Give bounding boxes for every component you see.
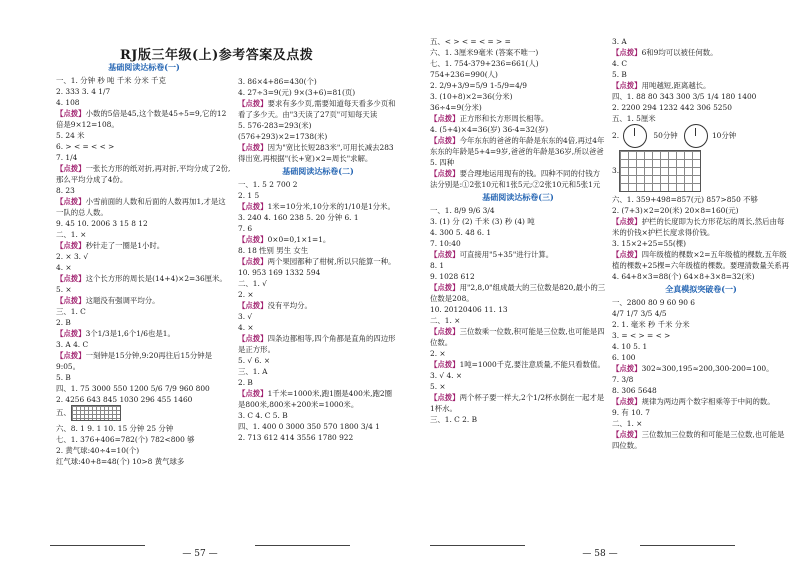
- answer-line: 六、1. 3厘米9毫米 (答案不唯一): [430, 48, 539, 57]
- hint-line: 【点拨】三位数加三位数的和可能是三位数,也可能是四位数。: [612, 430, 785, 450]
- hint-tag: 【点拨】: [430, 169, 460, 178]
- answer-line: 9. 有 10. 7: [612, 408, 650, 417]
- answer-line: 一、1. 8/9 9/6 3/4: [430, 206, 495, 215]
- section-heading: 基础阅读达标卷(二): [282, 166, 354, 176]
- answer-line: 2. × 3. √: [56, 252, 89, 261]
- hint-tag: 【点拨】: [56, 296, 86, 305]
- hint-tag: 【点拨】: [430, 283, 460, 292]
- answer-line: 4. 300 5. 48 6. 1: [430, 228, 492, 237]
- answer-line: 四、1. 75 3000 550 1200 5/6 7/9 960 800: [56, 384, 210, 393]
- answer-line: 3. √ 4. ×: [430, 371, 463, 380]
- divider: [430, 545, 525, 546]
- answer-line: 二、1. ×: [612, 419, 643, 428]
- hint-tag: 【点拨】: [238, 235, 268, 244]
- answer-line: 六、1. 359+498=857(元) 857>850 不够: [612, 195, 758, 204]
- answer-line: 二、1. ×: [430, 316, 461, 325]
- hint-tag: 【点拨】: [612, 48, 642, 57]
- hint-line: 【点拨】1千米=1000米,跑1圈是400米,跑2圈是800米,800米+200米=1000米。: [238, 389, 393, 409]
- hint-line: 【点拨】要求有多少页,需要知道每天看多少页和看了多少天。由"3天读了27页"可知每天读: [238, 99, 396, 119]
- answer-line: 5. 四种: [430, 158, 455, 167]
- hint-tag: 【点拨】: [612, 81, 642, 90]
- answer-line: 2. B: [238, 378, 253, 387]
- hint-line: 【点拨】三位数乘一位数,积可能是三位数,也可能是四位数。: [430, 327, 605, 347]
- hint-line: 【点拨】可直接用"5+35"进行计算。: [430, 250, 554, 259]
- clock-icon: [684, 124, 708, 148]
- answer-line: 2. 713 612 414 3556 1780 922: [238, 433, 354, 442]
- answer-line: 一、1. 5 2 700 2: [238, 180, 298, 189]
- answer-line: 8. 1: [430, 261, 445, 270]
- right-column-2: [612, 36, 790, 451]
- answer-line: 2. 50分钟 10分钟: [612, 124, 790, 150]
- hint-line: 【点拨】因为"宽比长短283米",可用长减去283得出宽,再根据"(长+宽)×2=周长"求解。: [238, 143, 394, 163]
- hint-line: 【点拨】一张长方形的纸对折,再对折,平均分成了2份,那么平均分成了4份。: [56, 164, 231, 184]
- answer-line: 2. 2200 294 1232 442 306 5250: [612, 103, 732, 112]
- section-heading: 基础阅读达标卷(三): [482, 192, 554, 202]
- answer-line: 5. ×: [430, 382, 446, 391]
- left-column-2: [238, 76, 398, 443]
- answer-line: 2. 2/9+3/9=5/9 1-5/9=4/9: [430, 81, 527, 90]
- answer-line: 3. A 4. C: [56, 340, 89, 349]
- answer-line: 5. ×: [56, 285, 72, 294]
- grid-figure: [71, 405, 121, 421]
- hint-tag: 【点拨】: [56, 241, 86, 250]
- answer-line: 三、1. A: [238, 367, 268, 376]
- answer-line: 2. B: [56, 318, 71, 327]
- answer-line: 2. 333 3. 4 1/7: [56, 87, 111, 96]
- answer-line: 5. √ 6. ×: [238, 356, 271, 365]
- answer-line: 3. A: [612, 37, 627, 46]
- answer-line: 8. 306 5648: [612, 386, 657, 395]
- hint-line: 【点拨】四年级植的棵数×2=五年级植的棵数,五年级植的棵数+25棵=六年级植的棵数。要理清数量关系再: [612, 250, 789, 270]
- hint-line: 【点拨】1米=10分米,10分米的1/10是1分米。: [238, 202, 395, 211]
- hint-tag: 【点拨】: [612, 364, 642, 373]
- answer-line: 4. ×: [56, 263, 72, 272]
- answer-line: 7. 6: [238, 224, 253, 233]
- section-heading: 全真模拟突破卷(一): [665, 284, 737, 294]
- answer-line: 3. (1) 分 (2) 千米 (3) 秒 (4) 吨: [430, 217, 535, 226]
- hint-tag: 【点拨】: [238, 301, 268, 310]
- section-heading: 基础阅读达标卷(一): [108, 62, 180, 72]
- answer-line: 四、1. 88 80 343 300 3/5 1/4 180 1400: [612, 92, 757, 101]
- answer-line: 2. ×: [238, 290, 254, 299]
- hint-tag: 【点拨】: [430, 250, 460, 259]
- answer-line: 四、1. 400 0 3000 350 570 1800 3/4 1: [238, 422, 380, 431]
- hint-line: 【点拨】用吨越短,距离越长。: [612, 81, 711, 90]
- hint-line: 【点拨】今年东东的爸爸的年龄是东东的4倍,再过4年东东的年龄是5+4=9岁,爸爸的年龄是36岁,所以爸爸: [430, 136, 605, 156]
- hint-tag: 【点拨】: [238, 257, 268, 266]
- hint-tag: 【点拨】: [612, 217, 642, 226]
- hint-tag: 【点拨】: [430, 327, 460, 336]
- answer-line: 5. 24 米: [56, 131, 85, 140]
- answer-line: 3. C 4. C 5. B: [238, 411, 288, 420]
- clock-icon: [623, 124, 647, 148]
- hint-tag: 【点拨】: [238, 334, 268, 343]
- left-column-1: [56, 60, 232, 467]
- answer-line: 一、2800 80 9 60 90 6: [612, 298, 695, 307]
- answer-line: 3. √: [238, 312, 253, 321]
- hint-tag: 【点拨】: [612, 430, 642, 439]
- hint-line: 【点拨】两个杯子要一样大,2个1/2杯水倒在一起才是1杯水。: [430, 393, 605, 413]
- hint-line: 【点拨】小雪前面的人数和后面的人数再加1,才是这一队的总人数。: [56, 197, 226, 217]
- hint-tag: 【点拨】: [430, 393, 460, 402]
- right-page: [400, 0, 800, 565]
- hint-tag: 【点拨】: [238, 202, 268, 211]
- hint-tag: 【点拨】: [238, 99, 268, 108]
- answer-line: 3. 240 4. 160 238 5. 20 分钟 6. 1: [238, 213, 359, 222]
- page-number: — 58 —: [582, 549, 618, 559]
- answer-line: 2. (7+3)×2=20(米) 20×8=160(元): [612, 206, 739, 215]
- divider: [640, 545, 735, 546]
- answer-line: 一、1. 分钟 秒 吨 千米 分米 千克: [56, 76, 166, 85]
- answer-line: 3. = < > = < >: [612, 331, 671, 340]
- hint-line: 【点拨】四条边都相等,四个角都是直角的四边形是正方形。: [238, 334, 396, 354]
- answer-line: 三、1. C 2. B: [430, 415, 478, 424]
- hint-line: 【点拨】用"2,8,0"组成最大的三位数是820,最小的三位数是208。: [430, 283, 606, 303]
- answer-line: 二、1. √: [238, 279, 267, 288]
- answer-line: 2. 4256 643 845 1030 296 455 1460: [56, 395, 193, 404]
- answer-line: 10. 20120406 11. 13: [430, 305, 508, 314]
- hint-tag: 【点拨】: [430, 114, 460, 123]
- hint-line: 【点拨】302≈300,195≈200,300-200=100。: [612, 364, 774, 373]
- hint-tag: 【点拨】: [430, 360, 460, 369]
- answer-line: 4. ×: [238, 323, 254, 332]
- hint-line: 【点拨】1吨=1000千克,要注意质量,不能只看数值。: [430, 360, 605, 369]
- answer-line: 五、: [56, 405, 232, 423]
- hint-line: 【点拨】0×0=0,1×1=1。: [238, 235, 331, 244]
- hint-tag: 【点拨】: [430, 136, 460, 145]
- answer-line: 七、1. 376+406=782(个) 782<800 够: [56, 435, 195, 444]
- page-number: — 57 —: [182, 549, 218, 559]
- answer-line: 2. 1 5: [238, 191, 260, 200]
- answer-line: 5. B: [612, 70, 627, 79]
- answer-line: 7. 3/8: [612, 375, 634, 384]
- answer-line: 2. 1. 毫米 秒 千米 分米: [612, 320, 690, 329]
- answer-line: 五、1. 5厘米: [612, 114, 656, 123]
- hint-line: 【点拨】3个1/3是1,6个1/6也是1。: [56, 329, 175, 338]
- hint-tag: 【点拨】: [56, 351, 86, 360]
- answer-line: 3. 15×2+25=55(棵): [612, 239, 687, 248]
- answer-line: 三、1. C: [56, 307, 86, 316]
- answer-line: 3. 86×4+86=430(个): [238, 77, 317, 86]
- hint-tag: 【点拨】: [56, 329, 86, 338]
- hint-tag: 【点拨】: [612, 250, 642, 259]
- answer-line: 4. 10 5. 1: [612, 342, 648, 351]
- right-column-1: [430, 36, 606, 425]
- hint-line: 【点拨】一刻钟是15分钟,9:20再往后15分钟是9:05。: [56, 351, 213, 371]
- answer-line: 4. (5+4)×4=36(岁) 36-4=32(岁): [430, 125, 549, 134]
- hint-line: 【点拨】这个长方形的周长是(14+4)×2=36厘米。: [56, 274, 227, 283]
- answer-line: 3.: [612, 150, 790, 194]
- answer-line: 2. 黄气球:40÷4=10(个): [56, 446, 140, 455]
- hint-tag: 【点拨】: [56, 164, 86, 173]
- hint-tag: 【点拨】: [56, 109, 86, 118]
- answer-line: 7. 1/4: [56, 153, 78, 162]
- answer-line: 4. 27÷3=9(元) 9×(3+6)=81(页): [238, 88, 356, 97]
- page-title: RJ版三年级(上)参考答案及点拨: [120, 48, 314, 63]
- hint-line: 【点拨】小数的5倍是45,这个数是45÷5=9,它的12倍是9×12=108。: [56, 109, 227, 129]
- answer-line: 36÷4=9(分米): [430, 103, 482, 112]
- answer-line: 9. 45 10. 2006 3 15 8 12: [56, 219, 148, 228]
- hint-tag: 【点拨】: [238, 143, 268, 152]
- answer-line: 4. 108: [56, 98, 80, 107]
- answer-line: 五、< > < = < = > =: [430, 37, 511, 46]
- hint-tag: 【点拨】: [238, 389, 268, 398]
- answer-line: 7. 10:40: [430, 239, 461, 248]
- answer-line: 6. 100: [612, 353, 636, 362]
- answer-line: 5. 576-283=293(米): [238, 121, 312, 130]
- answer-line: 3. (10+8)×2=36(分米): [430, 92, 513, 101]
- hint-line: 【点拨】要合理地运用现有的钱。四种不同的付钱方法分别是:①2张10元和1张5元;②2张10元和5张1元: [430, 169, 601, 189]
- answer-line: 七、1. 754-379+236=661(人): [430, 59, 539, 68]
- answer-line: 9. 1028 612: [430, 272, 475, 281]
- hint-tag: 【点拨】: [612, 397, 642, 406]
- answer-line: 红气球:40+8=48(个) 10>8 黄气球多: [56, 457, 185, 466]
- hint-line: 【点拨】秒针走了一圈是1小时。: [56, 241, 165, 250]
- answer-line: 8. 23: [56, 186, 75, 195]
- divider: [50, 545, 145, 546]
- hint-line: 【点拨】没有平均分。: [238, 301, 312, 310]
- hint-line: 【点拨】规律为两边两个数字相乘等于中间的数。: [612, 397, 775, 406]
- hint-tag: 【点拨】: [56, 197, 86, 206]
- answer-line: 5. B: [56, 373, 71, 382]
- answer-line: (576+293)×2=1738(米): [238, 132, 328, 141]
- hint-line: 【点拨】正方形和长方形周长相等。: [430, 114, 549, 123]
- answer-line: 754+236=990(人): [430, 70, 498, 79]
- grid-figure: [619, 150, 701, 192]
- hint-line: 【点拨】6和9均可以被任何数。: [612, 48, 718, 57]
- hint-tag: 【点拨】: [56, 274, 86, 283]
- answer-line: 6. > < = < < >: [56, 142, 115, 151]
- answer-line: 10. 953 169 1332 594: [238, 268, 321, 277]
- hint-line: 【点拨】这题没有强调平均分。: [56, 296, 160, 305]
- hint-line: 【点拨】两个果园都种了柑树,所以只能算一种。: [238, 257, 396, 266]
- answer-line: 4/7 1/7 3/5 4/5: [612, 309, 667, 318]
- answer-line: 4. 64+8×3=88(个) 64×8+3×8=32(米): [612, 272, 755, 281]
- answer-line: 2. ×: [430, 349, 446, 358]
- answer-line: 4. C: [612, 59, 628, 68]
- hint-line: 【点拨】护栏的长度即为长方形花坛的周长,然后由每米的价钱×护栏长度求得价钱。: [612, 217, 785, 237]
- answer-line: 六、8. 1 9. 1 10. 15 分钟 25 分钟: [56, 424, 174, 433]
- divider: [255, 545, 350, 546]
- answer-line: 二、1. ×: [56, 230, 87, 239]
- answer-line: 8. 18 性别 男生 女生: [238, 246, 309, 255]
